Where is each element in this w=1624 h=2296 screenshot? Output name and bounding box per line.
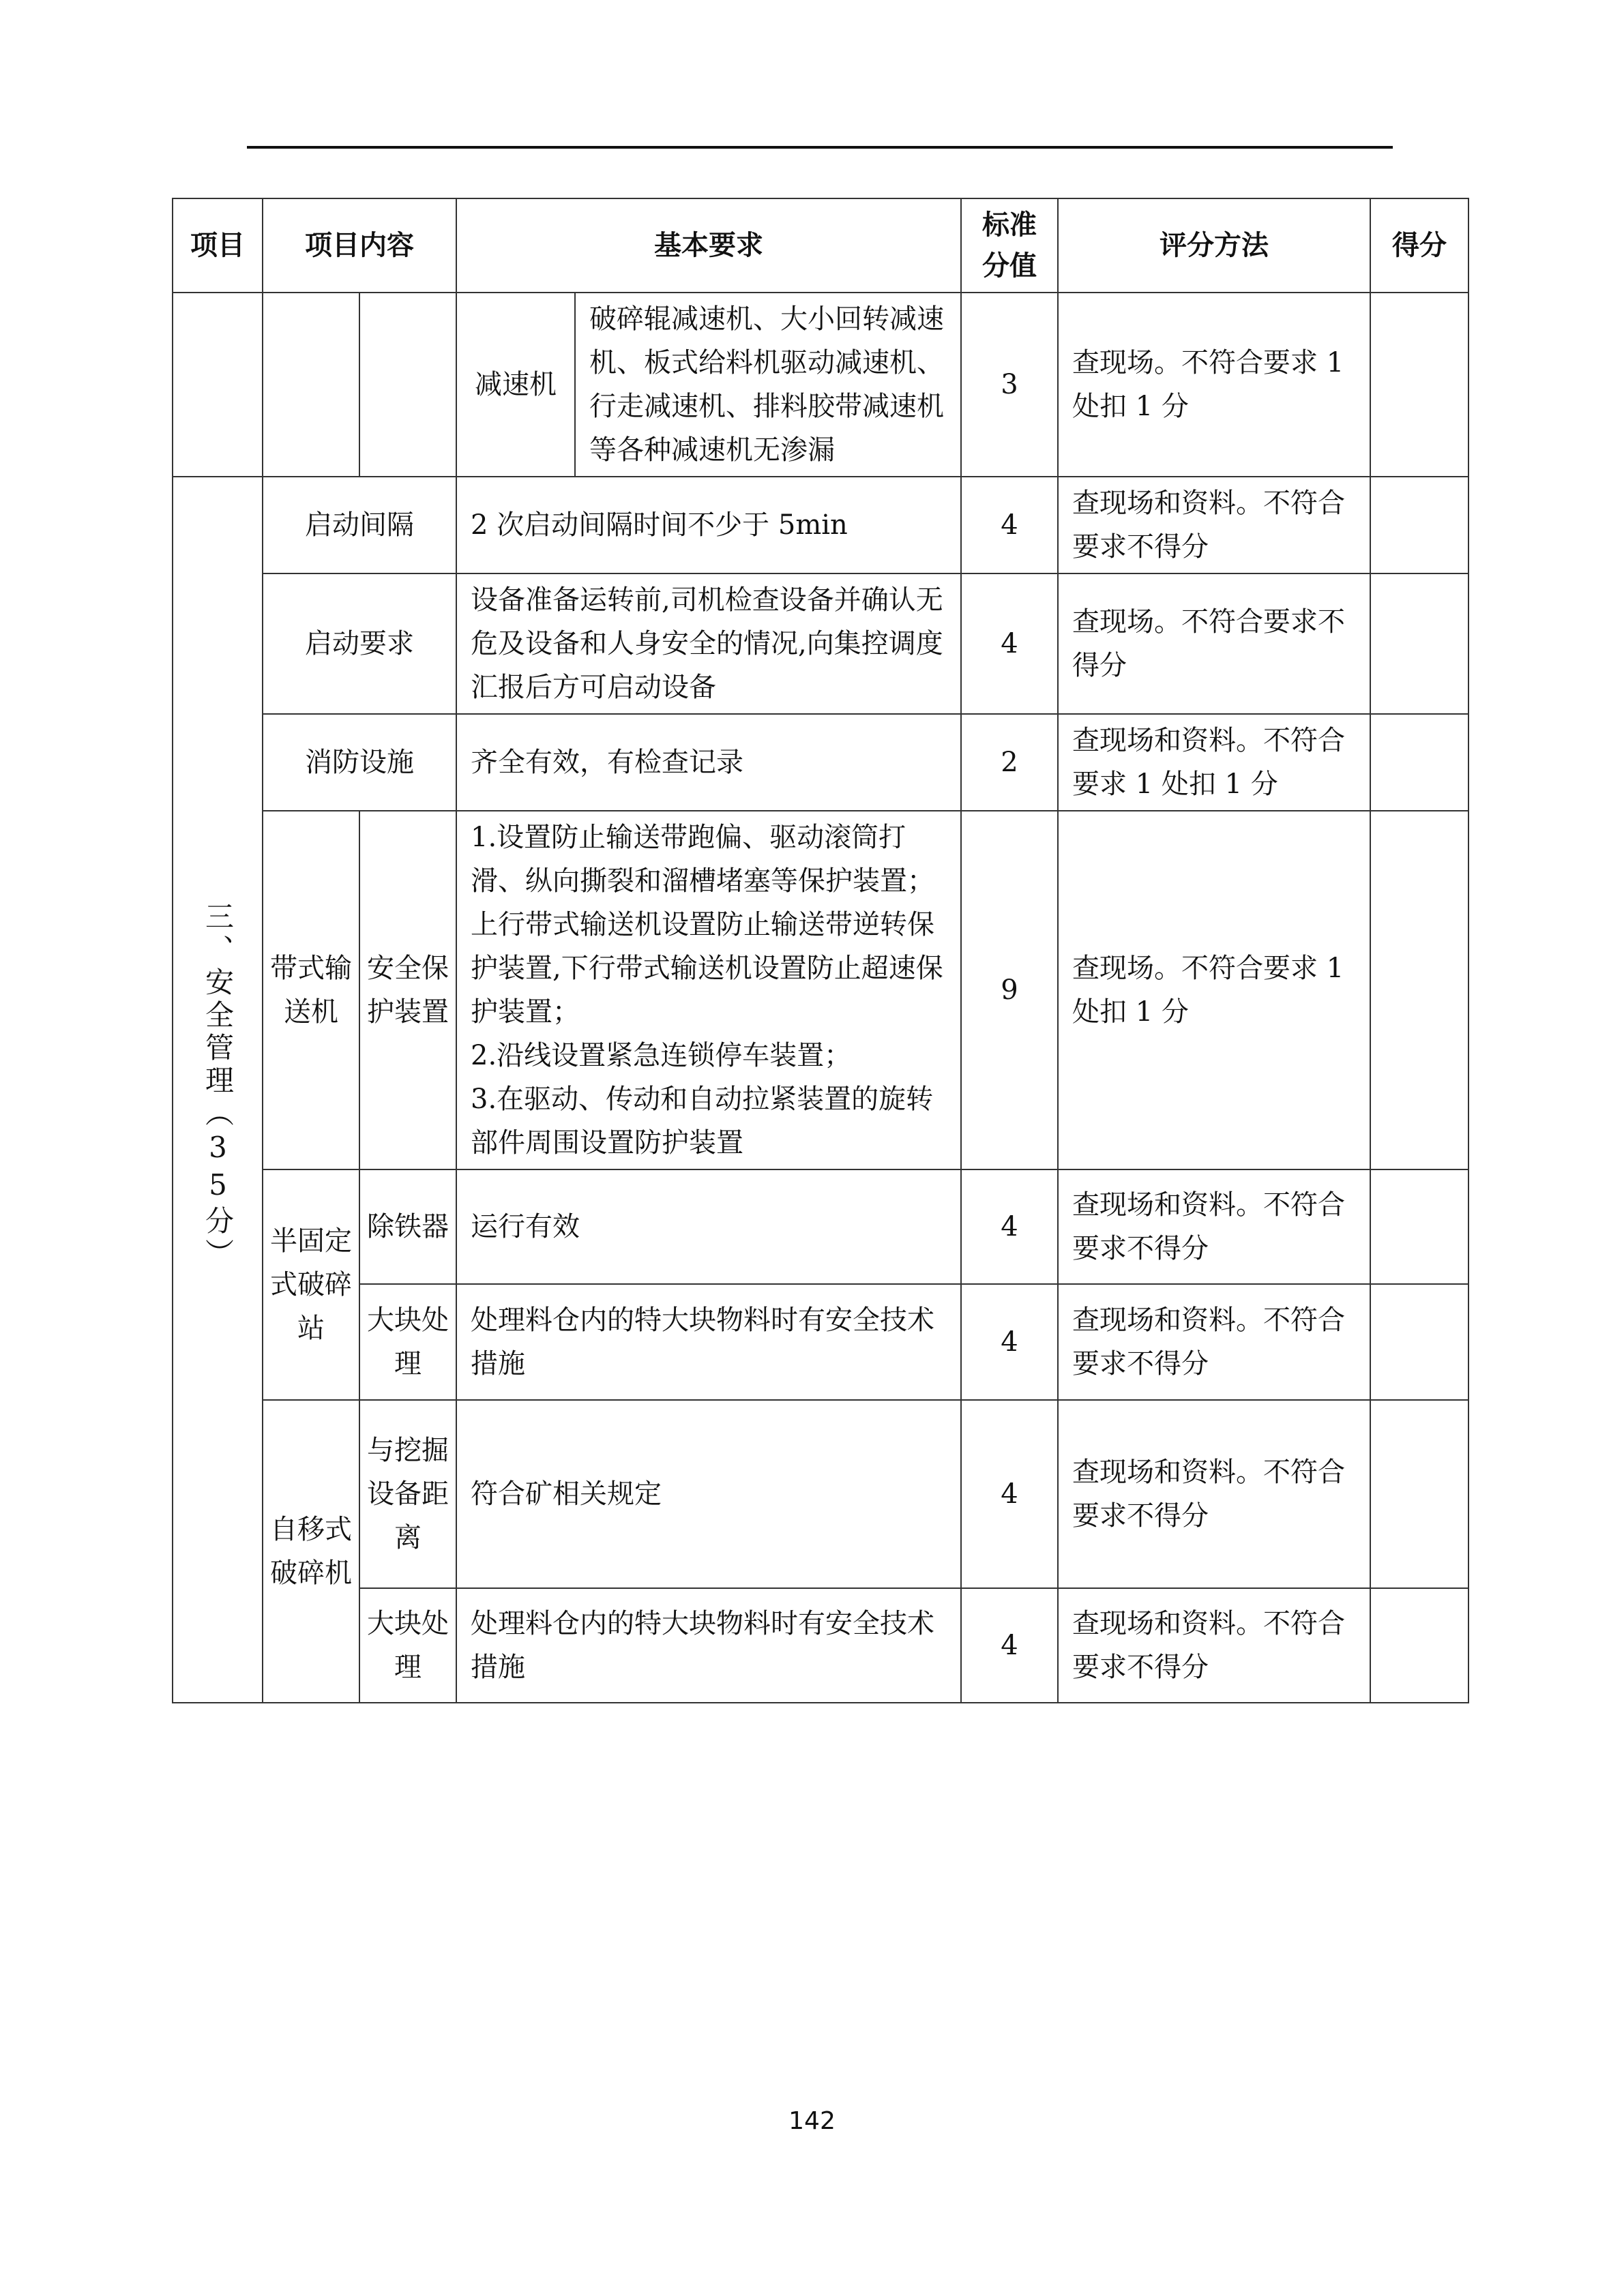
- belt-requirement-1: 1.设置防止输送带跑偏、驱动滚筒打滑、纵向撕裂和溜槽堵塞等保护装置；上行带式输送机设置防止输送带逆转保护装置,下行带式输送机设置防止超速保护装置；: [471, 822, 943, 1028]
- reducer-method: 查现场。不符合要求 1 处扣 1 分: [1058, 293, 1370, 477]
- header-row: [173, 198, 1468, 293]
- mobile-method-2: 查现场和资料。不符合要求不得分: [1058, 1588, 1370, 1703]
- scoring-table: [172, 198, 1469, 1703]
- header-requirement: 基本要求: [456, 198, 961, 293]
- section-label-cell: [173, 477, 263, 1703]
- fire-got: [1370, 714, 1468, 811]
- interval-requirement: 2 次启动间隔时间不少于 5min: [456, 477, 961, 573]
- belt-got: [1370, 811, 1468, 1169]
- belt-requirement-3: 3.在驱动、传动和自动拉紧装置的旋转部件周围设置防护装置: [471, 1084, 934, 1159]
- belt-requirement-2: 2.沿线设置紧急连锁停车装置；: [471, 1040, 852, 1071]
- interval-score: 4: [961, 477, 1058, 573]
- interval-label: 启动间隔: [263, 477, 456, 573]
- cell-empty-sub: [359, 293, 456, 477]
- semi-score-1: 4: [961, 1169, 1058, 1284]
- belt-method: 查现场。不符合要求 1 处扣 1 分: [1058, 811, 1370, 1169]
- cell-empty-group: [263, 293, 359, 477]
- mobile-got-1: [1370, 1400, 1468, 1588]
- mobile-requirement-2: 处理料仓内的特大块物料时有安全技术措施: [456, 1588, 961, 1703]
- table-row-start: [173, 573, 1468, 714]
- mobile-group-label: 自移式破碎机: [263, 1400, 359, 1703]
- fire-requirement: 齐全有效，有检查记录: [456, 714, 961, 811]
- belt-score: 9: [961, 811, 1058, 1169]
- mobile-score-2: 4: [961, 1588, 1058, 1703]
- table-row-mobile-distance: [173, 1400, 1468, 1588]
- cell-empty-project: [173, 293, 263, 477]
- start-method: 查现场。不符合要求不得分: [1058, 573, 1370, 714]
- semi-requirement-2: 处理料仓内的特大块物料时有安全技术措施: [456, 1284, 961, 1400]
- header-project: 项目: [173, 198, 263, 293]
- mobile-sub2-label: 大块处理: [359, 1588, 456, 1703]
- table-row-semi-block: [173, 1284, 1468, 1400]
- semi-requirement-1: 运行有效: [456, 1169, 961, 1284]
- semi-got-1: [1370, 1169, 1468, 1284]
- reducer-requirement: 破碎辊减速机、大小回转减速机、板式给料机驱动减速机、行走减速机、排料胶带减速机等各种减速机无渗漏: [575, 293, 961, 477]
- header-got: 得分: [1370, 198, 1468, 293]
- mobile-score-1: 4: [961, 1400, 1058, 1588]
- interval-got: [1370, 477, 1468, 573]
- fire-method: 查现场和资料。不符合要求 1 处扣 1 分: [1058, 714, 1370, 811]
- reducer-score: 3: [961, 293, 1058, 477]
- header-content: 项目内容: [263, 198, 456, 293]
- table-row-fire: [173, 714, 1468, 811]
- start-label: 启动要求: [263, 573, 456, 714]
- belt-group-label: 带式输送机: [263, 811, 359, 1169]
- header-score-std: 标准分值: [961, 198, 1058, 293]
- mobile-sub1-label: 与挖掘设备距离: [359, 1400, 456, 1588]
- start-got: [1370, 573, 1468, 714]
- start-requirement: 设备准备运转前,司机检查设备并确认无危及设备和人身安全的情况,向集控调度汇报后方可启动设备: [456, 573, 961, 714]
- belt-sub-label: 安全保护装置: [359, 811, 456, 1169]
- table-row-mobile-block: [173, 1588, 1468, 1703]
- interval-method: 查现场和资料。不符合要求不得分: [1058, 477, 1370, 573]
- page-number: 142: [788, 2107, 836, 2135]
- semi-sub1-label: 除铁器: [359, 1169, 456, 1284]
- semi-method-1: 查现场和资料。不符合要求不得分: [1058, 1169, 1370, 1284]
- fire-label: 消防设施: [263, 714, 456, 811]
- header-method: 评分方法: [1058, 198, 1370, 293]
- mobile-method-1: 查现场和资料。不符合要求不得分: [1058, 1400, 1370, 1588]
- table-row-belt: [173, 811, 1468, 1169]
- table-row-semi-iron: [173, 1169, 1468, 1284]
- semi-method-2: 查现场和资料。不符合要求不得分: [1058, 1284, 1370, 1400]
- semi-group-label: 半固定式破碎站: [263, 1169, 359, 1400]
- reducer-got: [1370, 293, 1468, 477]
- mobile-requirement-1: 符合矿相关规定: [456, 1400, 961, 1588]
- semi-got-2: [1370, 1284, 1468, 1400]
- header-rule: [247, 146, 1393, 149]
- belt-requirement: [456, 811, 961, 1169]
- table-row-interval: [173, 477, 1468, 573]
- mobile-got-2: [1370, 1588, 1468, 1703]
- table-row-reducer: [173, 293, 1468, 477]
- section-label: 三、安全管理（35分）: [201, 901, 235, 1271]
- fire-score: 2: [961, 714, 1058, 811]
- reducer-label: 减速机: [456, 293, 575, 477]
- semi-score-2: 4: [961, 1284, 1058, 1400]
- semi-sub2-label: 大块处理: [359, 1284, 456, 1400]
- start-score: 4: [961, 573, 1058, 714]
